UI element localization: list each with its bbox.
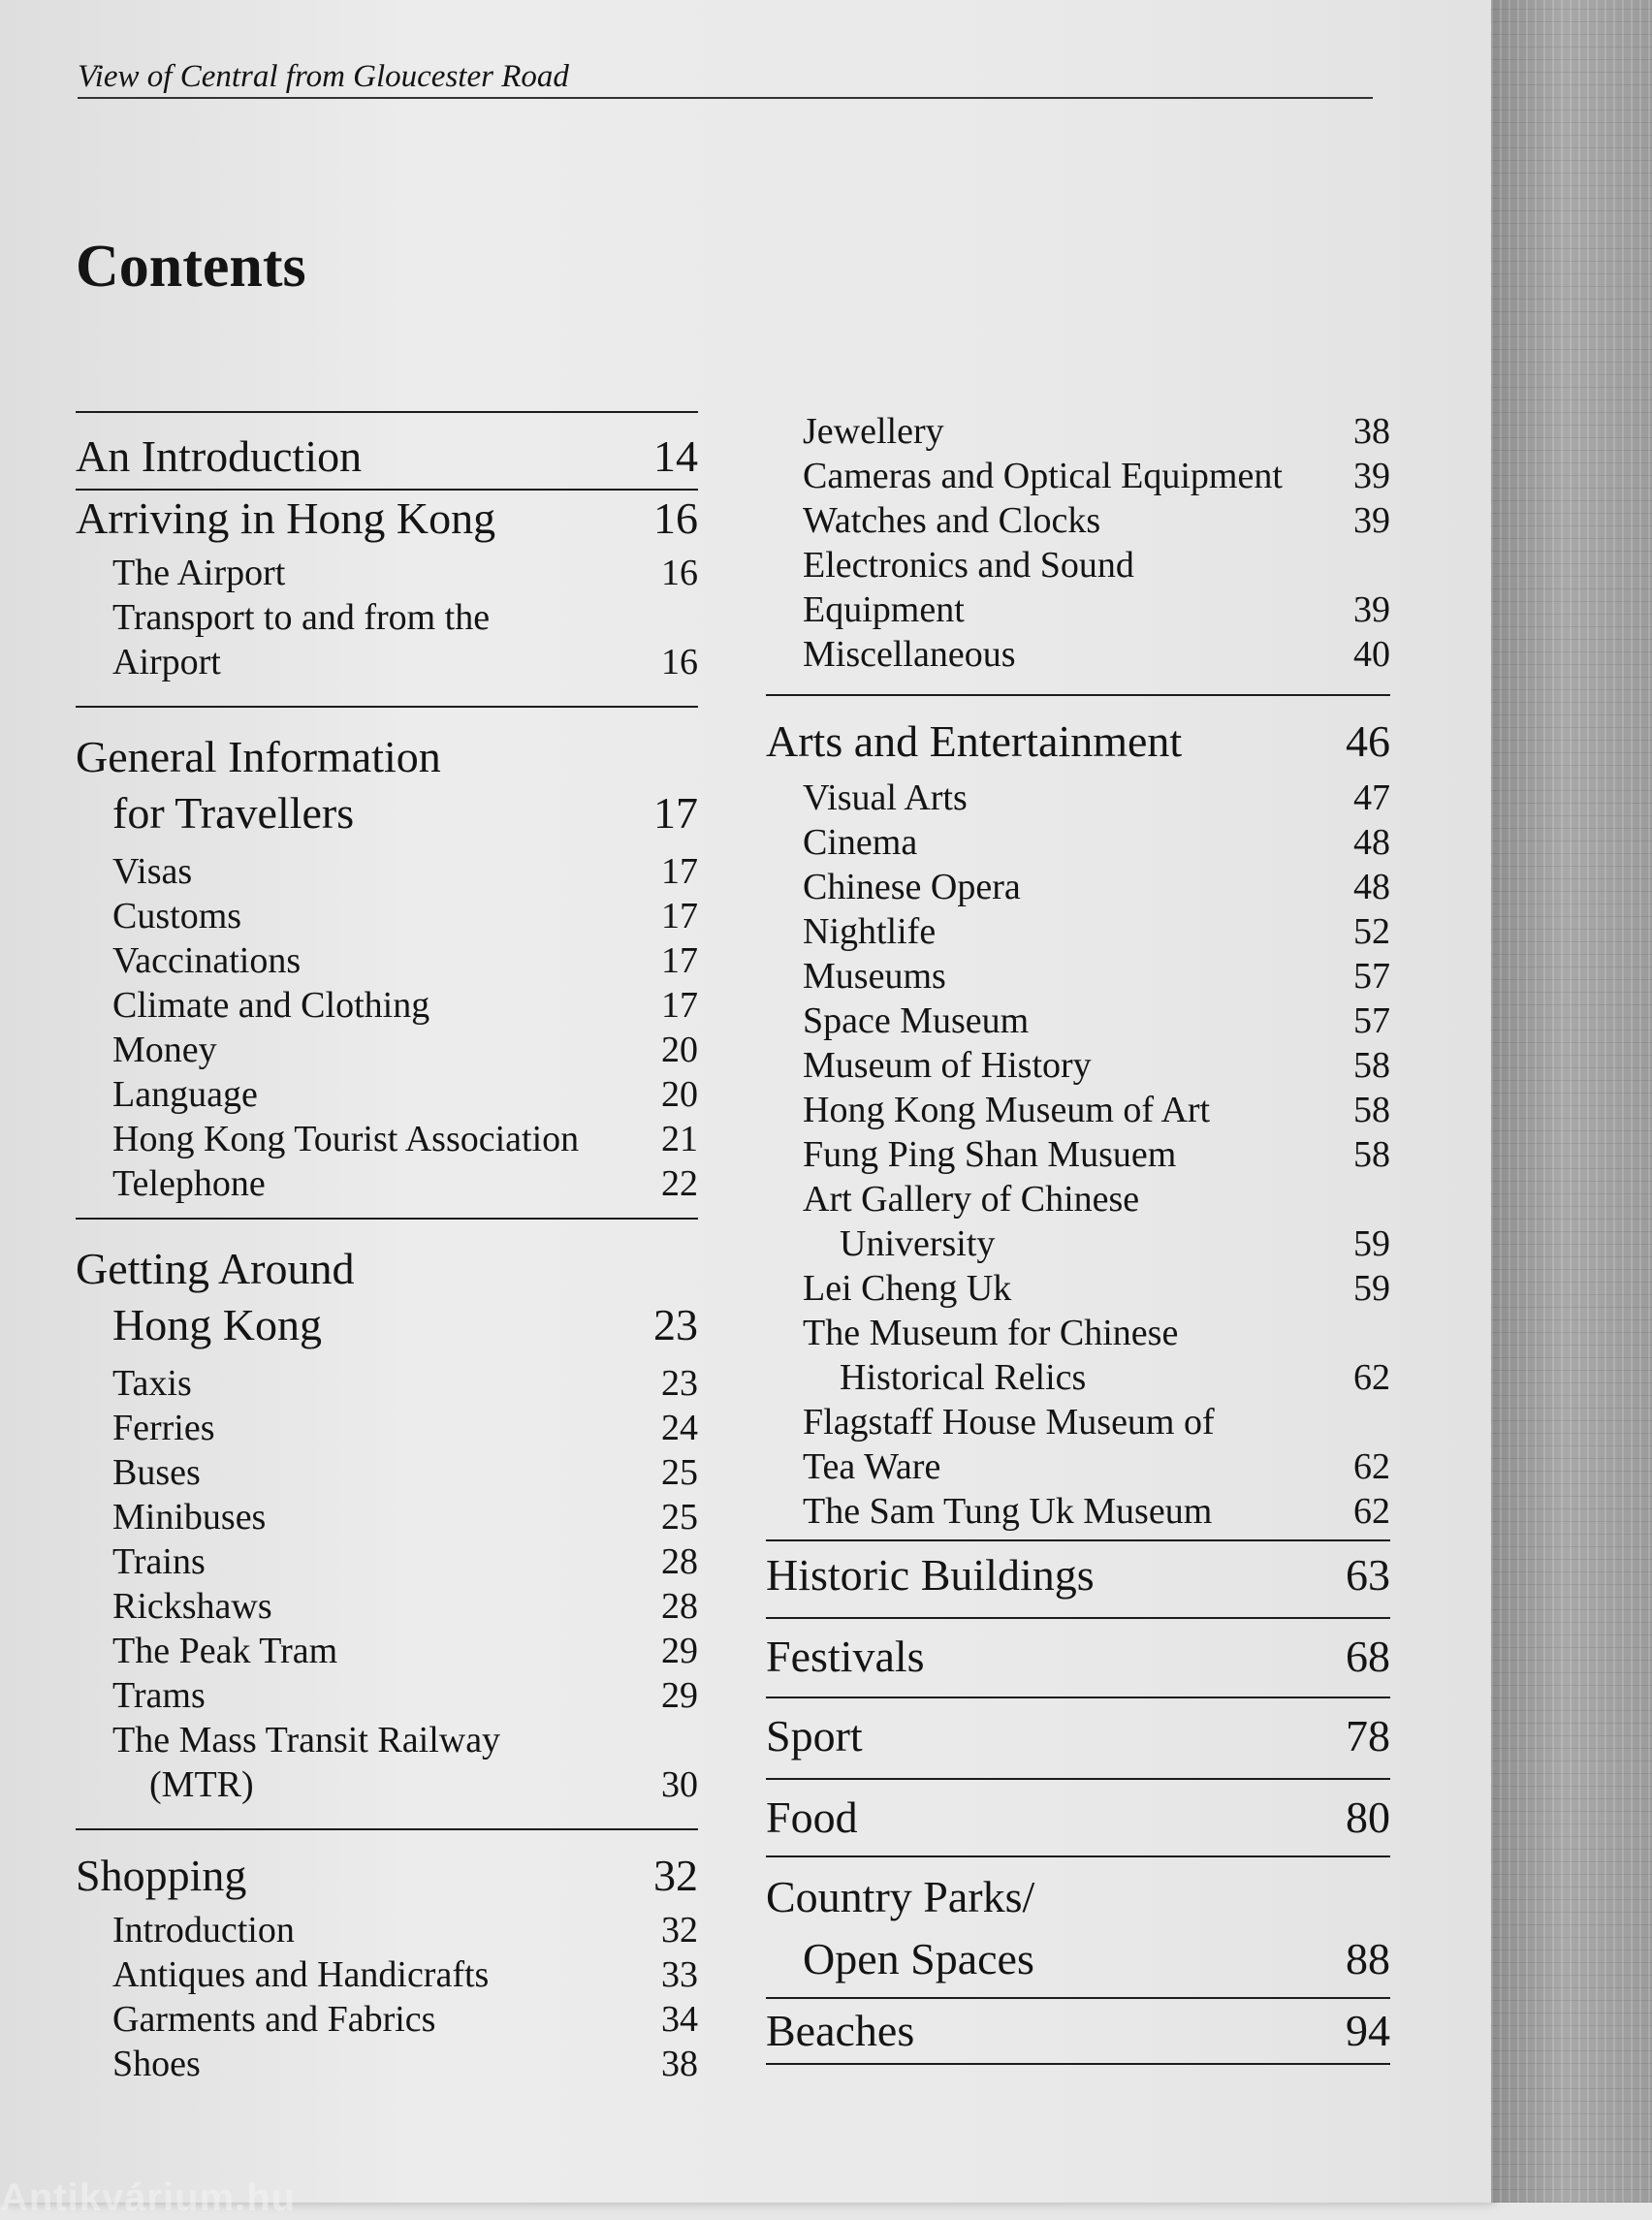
toc-subentry-jewellery: Jewellery 38 xyxy=(803,411,1390,452)
toc-subentry-antiques: Antiques and Handicrafts 33 xyxy=(112,1954,698,1995)
toc-subentry-miscellaneous: Miscellaneous 40 xyxy=(803,634,1390,675)
section-divider xyxy=(76,489,698,491)
section-divider xyxy=(766,1697,1390,1698)
toc-subentry-flagstaff-house-cont: Tea Ware 62 xyxy=(803,1446,1390,1487)
watermark: Antikvárium.hu xyxy=(0,2176,297,2219)
toc-entry-country-parks-cont: Open Spaces 88 xyxy=(803,1934,1390,1983)
toc-subentry-climate: Climate and Clothing 17 xyxy=(112,985,698,1026)
toc-entry-sport: Sport 78 xyxy=(766,1711,1390,1760)
toc-subentry-transport-cont: Airport 16 xyxy=(112,642,698,682)
toc-subentry-space-museum: Space Museum 57 xyxy=(803,1000,1390,1041)
toc-subentry-cameras: Cameras and Optical Equipment 39 xyxy=(803,456,1390,496)
toc-subentry-historical-relics-cont: Historical Relics 62 xyxy=(840,1357,1390,1398)
toc-entry-beaches: Beaches 94 xyxy=(766,2006,1390,2055)
toc-subentry-minibuses: Minibuses 25 xyxy=(112,1497,698,1538)
toc-entry-arriving: Arriving in Hong Kong 16 xyxy=(76,493,698,543)
toc-subentry-ferries: Ferries 24 xyxy=(112,1408,698,1448)
toc-subentry-buses: Buses 25 xyxy=(112,1452,698,1493)
toc-subentry-mtr-cont: (MTR) 30 xyxy=(149,1764,698,1805)
toc-entry-country-parks: Country Parks/ xyxy=(766,1872,1035,1921)
section-divider xyxy=(76,411,698,413)
toc-subentry-museum-of-history: Museum of History 58 xyxy=(803,1045,1390,1086)
toc-subentry-electronics-cont: Equipment 39 xyxy=(803,589,1390,630)
toc-entry-introduction: An Introduction 14 xyxy=(76,431,698,481)
toc-subentry-trains: Trains 28 xyxy=(112,1541,698,1582)
toc-subentry-tourist-association: Hong Kong Tourist Association 21 xyxy=(112,1119,698,1159)
toc-subentry-customs: Customs 17 xyxy=(112,896,698,936)
toc-subentry-peak-tram: The Peak Tram 29 xyxy=(112,1631,698,1671)
toc-subentry-fung-ping-shan: Fung Ping Shan Musuem 58 xyxy=(803,1134,1390,1175)
section-divider xyxy=(76,706,698,708)
section-divider xyxy=(76,1218,698,1220)
toc-subentry-sam-tung-uk: The Sam Tung Uk Museum 62 xyxy=(803,1491,1390,1532)
toc-subentry-museums: Museums 57 xyxy=(803,956,1390,997)
toc-subentry-trams: Trams 29 xyxy=(112,1675,698,1716)
running-header xyxy=(78,60,1373,99)
section-divider xyxy=(766,1855,1390,1857)
toc-subentry-art-gallery: Art Gallery of Chinese xyxy=(803,1179,1140,1220)
toc-subentry-electronics: Electronics and Sound xyxy=(803,545,1134,586)
toc-subentry-language: Language 20 xyxy=(112,1074,698,1115)
toc-subentry-money: Money 20 xyxy=(112,1030,698,1070)
section-divider xyxy=(766,1539,1390,1541)
toc-entry-arts: Arts and Entertainment 46 xyxy=(766,716,1390,766)
toc-subentry-visual-arts: Visual Arts 47 xyxy=(803,777,1390,818)
toc-entry-shopping: Shopping 32 xyxy=(76,1851,698,1900)
running-header-text: View of Central from Gloucester Road xyxy=(78,59,569,94)
toc-subentry-mtr: The Mass Transit Railway xyxy=(112,1720,501,1760)
toc-subentry-art-gallery-cont: University 59 xyxy=(840,1223,1390,1264)
toc-entry-general-info-cont: for Travellers 17 xyxy=(112,788,698,838)
toc-subentry-vaccinations: Vaccinations 17 xyxy=(112,940,698,981)
toc-subentry-shopping-intro: Introduction 32 xyxy=(112,1910,698,1950)
toc-subentry-historical-relics: The Museum for Chinese xyxy=(803,1313,1179,1353)
toc-subentry-flagstaff-house: Flagstaff House Museum of xyxy=(803,1402,1215,1443)
toc-subentry-rickshaws: Rickshaws 28 xyxy=(112,1586,698,1627)
toc-subentry-cinema: Cinema 48 xyxy=(803,822,1390,863)
section-divider xyxy=(76,1828,698,1830)
toc-entry-general-info: General Information xyxy=(76,732,441,781)
toc-subentry-shoes: Shoes 38 xyxy=(112,2044,698,2084)
toc-subentry-nightlife: Nightlife 52 xyxy=(803,911,1390,952)
toc-subentry-airport: The Airport 16 xyxy=(112,553,698,593)
page-title: Contents xyxy=(76,234,306,300)
section-divider xyxy=(766,694,1390,696)
toc-subentry-chinese-opera: Chinese Opera 48 xyxy=(803,867,1390,907)
toc-subentry-transport: Transport to and from the xyxy=(112,597,491,638)
backdrop-texture xyxy=(1491,0,1652,2203)
toc-subentry-watches: Watches and Clocks 39 xyxy=(803,500,1390,541)
toc-subentry-telephone: Telephone 22 xyxy=(112,1163,698,1204)
toc-entry-food: Food 80 xyxy=(766,1792,1390,1842)
toc-subentry-taxis: Taxis 23 xyxy=(112,1363,698,1404)
toc-subentry-visas: Visas 17 xyxy=(112,851,698,892)
toc-subentry-museum-of-art: Hong Kong Museum of Art 58 xyxy=(803,1090,1390,1130)
toc-entry-getting-around-cont: Hong Kong 23 xyxy=(112,1300,698,1349)
toc-subentry-garments: Garments and Fabrics 34 xyxy=(112,1999,698,2040)
toc-entry-getting-around: Getting Around xyxy=(76,1244,355,1293)
toc-subentry-lei-cheng-uk: Lei Cheng Uk 59 xyxy=(803,1268,1390,1309)
section-divider xyxy=(766,1778,1390,1780)
section-divider xyxy=(766,2063,1390,2065)
section-divider xyxy=(766,1997,1390,1999)
section-divider xyxy=(766,1617,1390,1619)
toc-entry-festivals: Festivals 68 xyxy=(766,1632,1390,1681)
toc-entry-historic-buildings: Historic Buildings 63 xyxy=(766,1550,1390,1600)
